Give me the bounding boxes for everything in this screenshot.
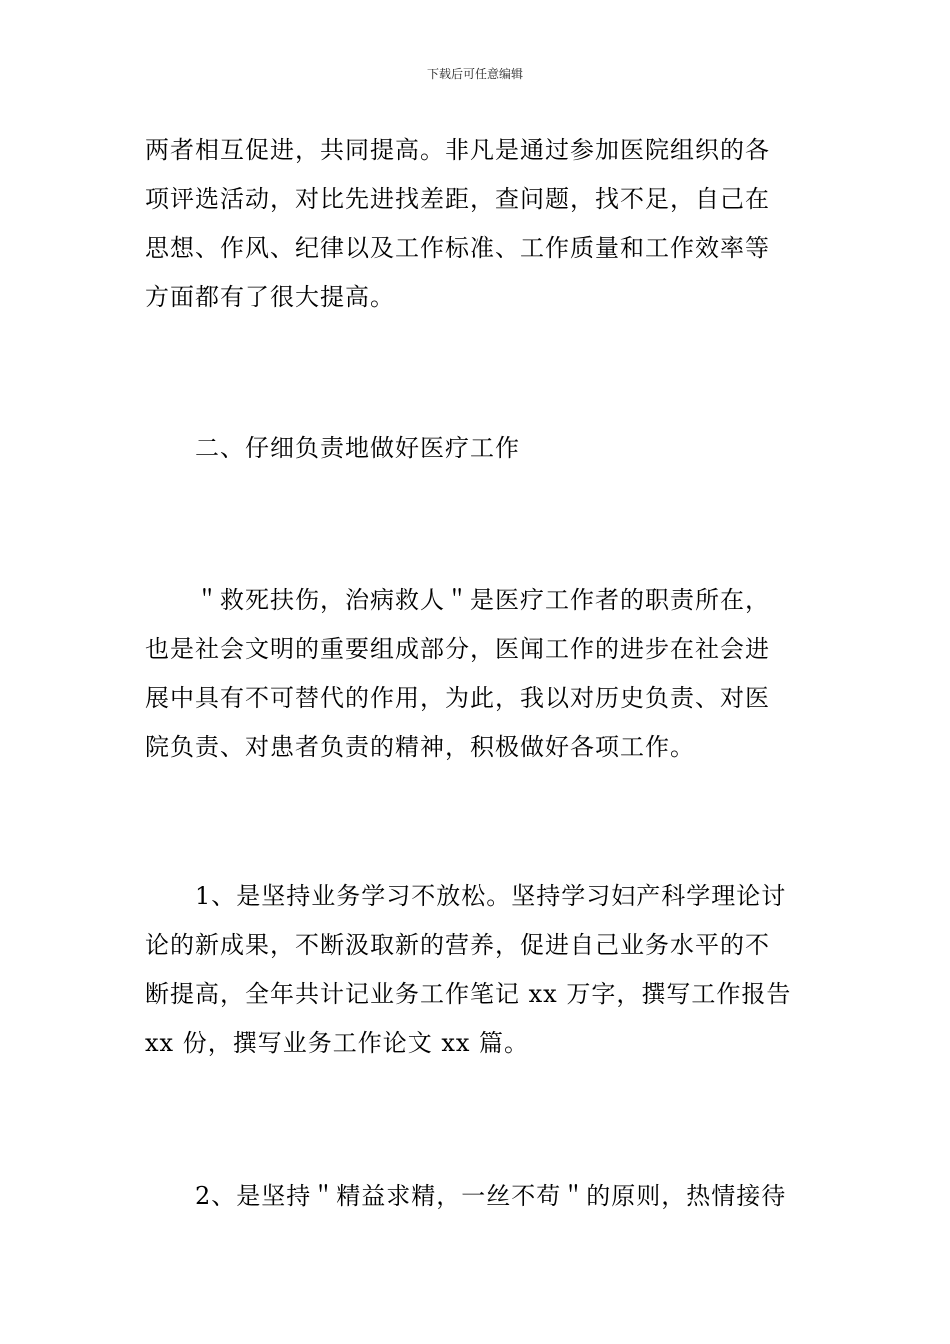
paragraph-3: [145, 872, 810, 1068]
paragraph-line: 论的新成果，不断汲取新的营养，促进自己业务水平的不: [145, 931, 770, 959]
paragraph-line: ＂救死扶伤，治病救人＂是医疗工作者的职责所在，: [195, 586, 770, 614]
section-heading: [145, 424, 810, 473]
paragraph-line: 方面都有了很大提高。: [145, 283, 395, 311]
heading-line: 二、仔细负责地做好医疗工作: [195, 434, 520, 462]
paragraph-line: 断提高，全年共计记业务工作笔记 xx 万字，撰写工作报告: [145, 980, 792, 1008]
page-header: 下载后可任意编辑: [426, 67, 523, 81]
paragraph-4: [145, 1172, 810, 1221]
paragraph-line: 2、是坚持＂精益求精，一丝不苟＂的原则，热情接待: [195, 1182, 787, 1210]
paragraph-line: 两者相互促进，共同提高。非凡是通过参加医院组织的各: [145, 136, 770, 164]
paragraph-1: [145, 126, 810, 322]
paragraph-line: 也是社会文明的重要组成部分，医闻工作的进步在社会进: [145, 635, 770, 663]
paragraph-line: xx 份，撰写业务工作论文 xx 篇。: [145, 1029, 530, 1057]
paragraph-line: 院负责、对患者负责的精神，积极做好各项工作。: [145, 733, 695, 761]
paragraph-line: 展中具有不可替代的作用，为此，我以对历史负责、对医: [145, 684, 770, 712]
paragraph-line: 项评选活动，对比先进找差距，查问题，找不足，自己在: [145, 185, 770, 213]
paragraph-line: 思想、作风、纪律以及工作标准、工作质量和工作效率等: [145, 234, 770, 262]
paragraph-line: 1、是坚持业务学习不放松。坚持学习妇产科学理论讨: [195, 882, 787, 910]
paragraph-2: [145, 576, 810, 772]
